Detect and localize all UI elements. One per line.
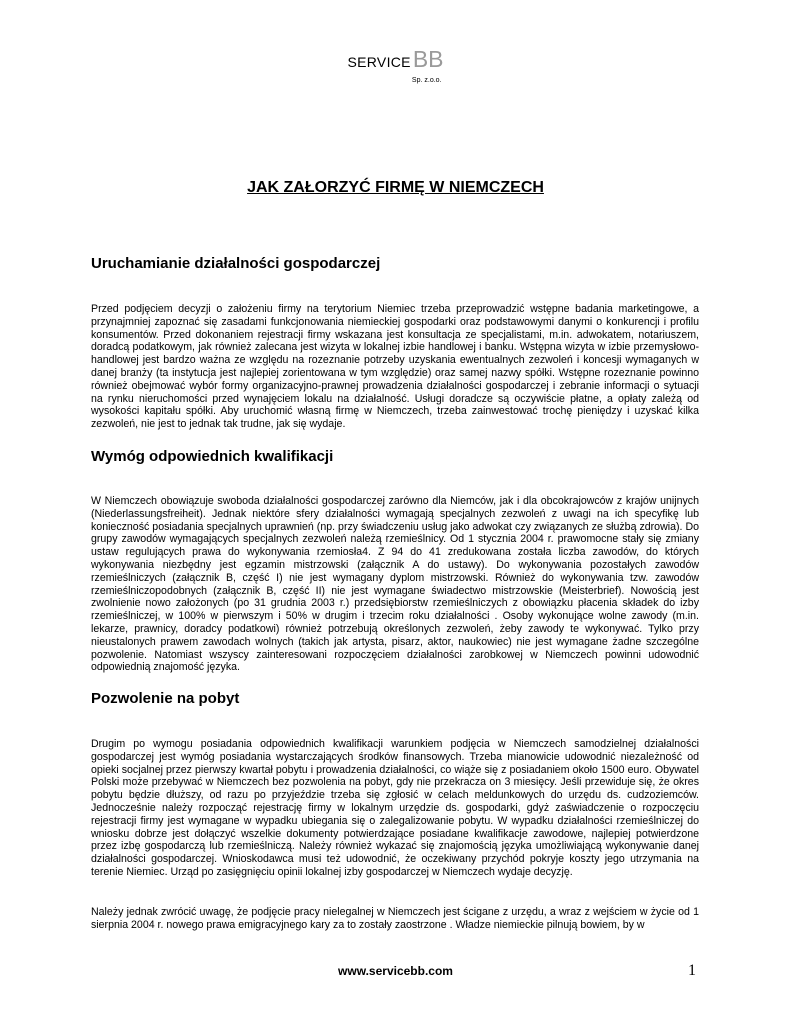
section-paragraph: Należy jednak zwrócić uwagę, że podjęcie pracy nielegalnej w Niemczech jest ścigane z urzędu, a wraz z wejściem w życie od 1 sierpnia 2004 r. nowego prawa emigracyjnego kary za to zostały zaostrzone . Władze niemieckie pilnują bowiem, by w	[91, 906, 699, 931]
section-paragraph: Przed podjęciem decyzji o założeniu firmy na terytorium Niemiec trzeba przeprowadzić wstępne badania marketingowe, a przynajmniej zapoznać się zasadami funkcjonowania niemieckiej gospodarki oraz podstawowymi danymi o konkurencji i profilu konsumentów. Przed dokonaniem rejestracji firmy wskazana jest konsultacja ze specjalistami, m.in. adwokatem, notariuszem, doradcą podatkowym, jak również zalecana jest wizyta w lokalnej izbie handlowej i banku. Wstępna wizyta w izbie przemysłowo-handlowej jest bardzo ważna ze względu na rozeznanie potrzeby uzyskania ewentualnych zezwoleń i koncesji wymaganych w danej branży (ta instytucja jest najlepiej zorientowana w tym względzie) oraz samej nazwy spółki. Wstępne rozeznanie powinno również obejmować wybór formy organizacyjno-prawnej prowadzenia działalności gospodarczej i zebranie informacji o sytuacji na rynku nieruchomości przed wynajęciem lokalu na działalność. Usługi doradcze są oczywiście płatne, a opłaty zależą od wysokości kapitału spółki. Aby uruchomić własną firmę w Niemczech, trzeba zainwestować trochę pieniędzy i uzyskać kilka zezwoleń, nie jest to jednak tak trudne, jak się wydaje.	[91, 303, 699, 431]
section-heading: Uruchamianie działalności gospodarczej	[91, 255, 381, 272]
section-paragraph: W Niemczech obowiązuje swoboda działalności gospodarczej zarówno dla Niemców, jak i dla obcokrajowców z krajów unijnych (Niederlassungsfreiheit). Jednak niektóre sfery działalności wymagają specjalnych zezwoleń z uwagi na ich specyfikę lub konieczność posiadania specjalnych uprawnień (np. przy świadczeniu usług jako adwokat czy związanych ze służbą zdrowia). Do grupy zawodów wymagających specjalnych zezwoleń należą rzemieślnicy. Od 1 stycznia 2004 r. prawomocne stały się zmiany ustaw regulujących prawa do wykonywania rzemiosła4. Z 94 do 41 zredukowana została liczba zawodów, do których wykonywania niezbędny jest egzamin mistrzowski (załącznik A do ustawy). Do wykonywania pozostałych zawodów rzemieślniczych (załącznik B, część I) nie jest wymagany dyplom mistrzowski. Również do wykonywania tzw. zawodów rzemieślniczopodobnych (załącznik B, część II) nie jest wymagane świadectwo mistrzowskie (Meisterbrief). Nowością jest zwolnienie nowo założonych (po 31 grudnia 2003 r.) przedsiębiorstw rzemieślniczych z obowiązku płacenia składek do izby rzemieślniczej, w 100% w pierwszym i 50% w drugim i trzecim roku działalności . Osoby wykonujące wolne zawody (m.in. lekarze, prawnicy, doradcy podatkowi) również potrzebują określonych zezwoleń, żeby zawody te wykonywać. Tylko przy nieustalonych prawem zawodach wolnych (takich jak artysta, pisarz, aktor, naukowiec) nie jest wymagane żadne szczególne pozwolenie. Natomiast wszyscy zainteresowani rozpoczęciem działalności zarobkowej w Niemczech powinni udowodnić odpowiednią znajomość języka.	[91, 495, 699, 674]
logo-wordmark	[347, 46, 444, 84]
section-paragraph: Drugim po wymogu posiadania odpowiednich kwalifikacji warunkiem podjęcia w Niemczech samodzielnej działalności gospodarczej jest wymóg posiadania wystarczających środków finansowych. Trzeba mianowicie udowodnić niezależność od opieki socjalnej przez pierwszy kwartał pobytu i prowadzenia działalności, co wiąże się z posiadaniem około 1500 euro. Obywatel Polski może przebywać w Niemczech bez pozwolenia na pobyt, gdy nie przekracza on 3 miesięcy. Jeśli przewiduje się, że okres pobytu będzie dłuższy, od razu po przyjeździe trzeba się zgłosić w celach meldunkowych do urzędu ds. cudzoziemców. Jednocześnie należy rozpocząć rejestrację firmy w lokalnym urzędzie ds. gospodarki, gdyż zaświadczenie o rozpoczęciu rejestracji firmy jest wymagane w wypadku ubiegania się o zalegalizowanie pobytu. W wypadku działalności rzemieślniczej do wniosku dobrze jest dołączyć wszelkie dokumenty potwierdzające posiadane kwalifikacje zawodowe, najlepiej potwierdzone przez izbę gospodarczą lub rzemieślniczą. Należy również wykazać się znajomością języka umożliwiającą wykonywanie danej działalności gospodarczej. Wnioskodawca musi też udowodnić, że oczekiwany przychód pokryje koszty jego utrzymania na terenie Niemiec. Urząd po zasięgnięciu opinii lokalnej izby gospodarczej w Niemczech wydaje decyzję.	[91, 738, 699, 878]
section-heading: Pozwolenie na pobyt	[91, 690, 240, 707]
logo-service-text: SERVICE	[347, 54, 411, 70]
page-number: 1	[688, 962, 696, 979]
document-title: JAK ZAŁORZYĆ FIRMĘ W NIEMCZECH	[247, 179, 544, 196]
logo-bb-text: BB	[412, 46, 444, 72]
footer-website: www.servicebb.com	[338, 964, 453, 978]
company-logo	[0, 46, 791, 84]
logo-subtitle: Sp. z.o.o.	[411, 77, 442, 84]
section-heading: Wymóg odpowiednich kwalifikacji	[91, 448, 334, 465]
